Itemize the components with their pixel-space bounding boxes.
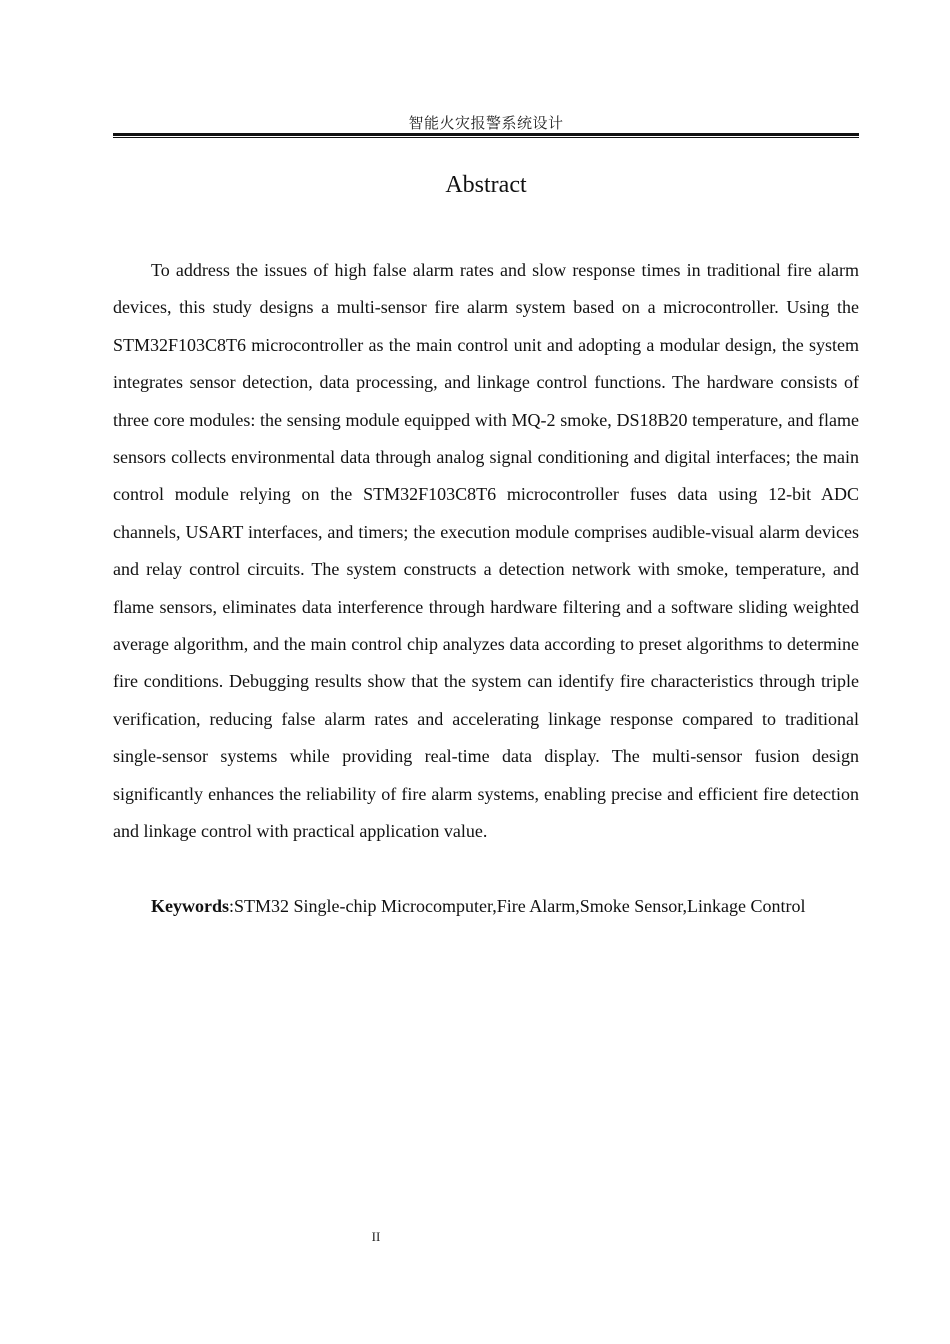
page-number: II (371, 1229, 381, 1244)
keywords-text: :STM32 Single-chip Microcomputer,Fire Alarm,Smoke Sensor,Linkage Control (229, 896, 806, 916)
header-rule (113, 133, 859, 136)
keywords-line (113, 888, 873, 925)
abstract-title: Abstract (445, 172, 527, 198)
running-header: 智能火灾报警系统设计 (408, 114, 564, 132)
header-rule-thin (113, 137, 859, 138)
abstract-body: To address the issues of high false alarm rates and slow response times in traditional fire alarm devices, this study designs a multi-sensor fire alarm system based on a microcontroller. Using the STM32F103C8T6 microcontroller as the main control unit and adopting a modular design, the system integrates sensor detection, data processing, and linkage control functions. The hardware consists of three core modules: the sensing module equipped with MQ-2 smoke, DS18B20 temperature, and flame sensors collects environmental data through analog signal conditioning and digital interfaces; the main control module relying on the STM32F103C8T6 microcontroller fuses data using 12-bit ADC channels, USART interfaces, and timers; the execution module comprises audible-visual alarm devices and relay control circuits. The system constructs a detection network with smoke, temperature, and flame sensors, eliminates data interference through hardware filtering and a software sliding weighted average algorithm, and the main control chip analyzes data according to preset algorithms to determine fire conditions. Debugging results show that the system can identify fire characteristics through triple verification, reducing false alarm rates and accelerating linkage response compared to traditional single-sensor systems while providing real-time data display. The multi-sensor fusion design significantly enhances the reliability of fire alarm systems, enabling precise and efficient fire detection and linkage control with practical application value. (113, 260, 859, 842)
keywords-label: Keywords (151, 896, 229, 916)
